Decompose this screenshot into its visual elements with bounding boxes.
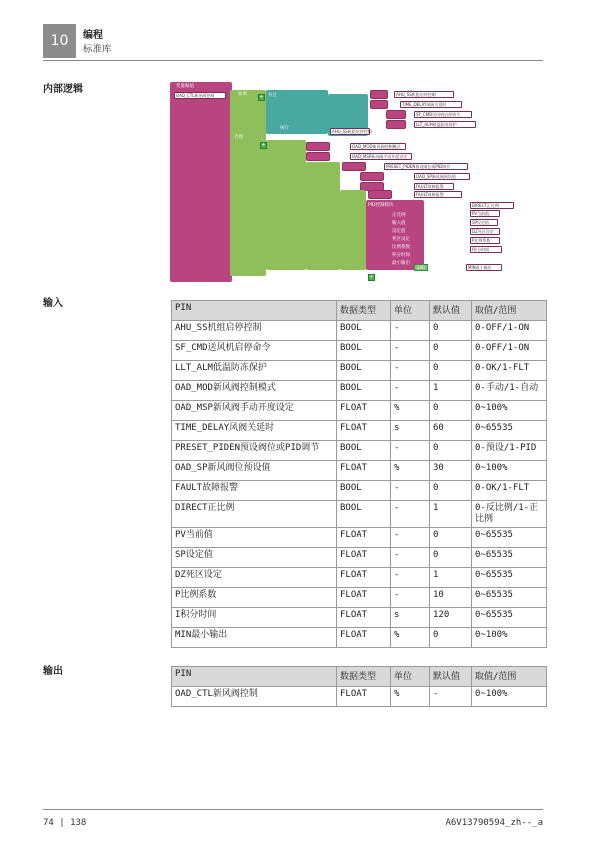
cell-unit: - <box>391 481 430 501</box>
root-label: 变量赋值 <box>176 84 194 89</box>
cell-type: FLOAT <box>337 608 391 628</box>
table-row <box>172 321 547 341</box>
cell-default: 60 <box>430 421 472 441</box>
cell-pin: OAD_MSP新风阀手动开度设定 <box>172 401 337 421</box>
cell-default: 0 <box>430 321 472 341</box>
field-llt: LLT_ALM低温防冻保护 <box>414 121 476 128</box>
cell-unit: - <box>391 341 430 361</box>
hat-2 <box>370 100 388 109</box>
cell-type: FLOAT <box>337 548 391 568</box>
col-unit: 单位 <box>391 667 430 687</box>
cell-range: 0~65535 <box>472 548 547 568</box>
cell-type: FLOAT <box>337 461 391 481</box>
cell-type: BOOL <box>337 501 391 528</box>
cell-type: BOOL <box>337 441 391 461</box>
cell-type: FLOAT <box>337 401 391 421</box>
cell-range: 0~100% <box>472 628 547 648</box>
cell-range: 0-预设/1-PID <box>472 441 547 461</box>
cell-pin: TIME_DELAY风阀关延时 <box>172 421 337 441</box>
table-row <box>172 548 547 568</box>
cell-type: BOOL <box>337 361 391 381</box>
cell-pin: P比例系数 <box>172 588 337 608</box>
table-row <box>172 687 547 707</box>
else-toggle-icon: + <box>261 142 266 148</box>
hat-3 <box>386 110 406 119</box>
chapter-subtitle: 标准库 <box>83 44 112 55</box>
cell-range: 0~100% <box>472 687 547 707</box>
cell-default: 0 <box>430 528 472 548</box>
section-label-logic: 内部逻辑 <box>43 84 83 95</box>
field-msp: OAD_MSP新风阀手动开度设定 <box>350 153 412 160</box>
cell-range: 0-反比例/1-正比例 <box>472 501 547 528</box>
cell-unit: s <box>391 608 430 628</box>
pid-val-5: P比例系数 <box>470 237 500 244</box>
cell-range: 0~100% <box>472 461 547 481</box>
output-table <box>171 666 547 707</box>
input-table <box>171 300 547 648</box>
field-sp: OAD_SP新风阀预设值 <box>414 173 470 180</box>
pid-val-4: DZ死区设定 <box>470 228 500 235</box>
cell-range: 0~100% <box>472 401 547 421</box>
pid-pin-4: 死区设定 <box>392 237 410 242</box>
hat-8 <box>360 172 384 181</box>
hat-10 <box>368 190 392 199</box>
pid-pin-1: 正比例 <box>392 213 406 218</box>
else-label: 否则 <box>234 135 243 140</box>
else-block <box>266 140 306 270</box>
cell-range: 0~65535 <box>472 528 547 548</box>
table-row <box>172 481 547 501</box>
cell-range: 0-OFF/1-ON <box>472 341 547 361</box>
cell-pin: SF_CMD送风机启停命令 <box>172 341 337 361</box>
cell-pin: DZ死区设定 <box>172 568 337 588</box>
footer-divider <box>43 809 543 810</box>
hat-5 <box>306 142 330 151</box>
cell-type: FLOAT <box>337 528 391 548</box>
cell-pin: FAULT故障报警 <box>172 481 337 501</box>
cell-pin: PRESET_PIDEN预设阀位或PID调节 <box>172 441 337 461</box>
col-unit: 单位 <box>391 301 430 321</box>
cell-default: 0 <box>430 361 472 381</box>
root-block <box>170 82 232 282</box>
col-range: 取值/范围 <box>472 667 547 687</box>
nested-if-block <box>306 162 340 270</box>
pid-pin-3: 设定值 <box>392 229 406 234</box>
cell-default: 0 <box>430 481 472 501</box>
cell-range: 0-OK/1-FLT <box>472 361 547 381</box>
col-type: 数据类型 <box>337 667 391 687</box>
header-divider <box>43 60 543 61</box>
table-row <box>172 441 547 461</box>
cell-range: 0~65535 <box>472 608 547 628</box>
table-row <box>172 608 547 628</box>
cell-pin: PV当前值 <box>172 528 337 548</box>
pid-val-1: DIRECT正比例 <box>470 202 514 209</box>
cell-type: BOOL <box>337 321 391 341</box>
cell-type: FLOAT <box>337 568 391 588</box>
col-default: 默认值 <box>430 667 472 687</box>
field-mod: OAD_MOD新风阀控制模式 <box>350 143 406 150</box>
cell-unit: - <box>391 321 430 341</box>
cell-default: - <box>430 687 472 707</box>
col-pin: PIN <box>172 667 337 687</box>
cell-type: BOOL <box>337 341 391 361</box>
cell-unit: - <box>391 528 430 548</box>
col-range: 取值/范围 <box>472 301 547 321</box>
field-preset: PRESET_PIDEN预设阀位或PID调节 <box>384 163 468 170</box>
field-ahu-2: AHU_SS机组启停控制 <box>332 129 372 134</box>
table-row <box>172 461 547 481</box>
cell-default: 0 <box>430 341 472 361</box>
cell-pin: I积分时间 <box>172 608 337 628</box>
cell-default: 0 <box>430 628 472 648</box>
cell-pin: MIN最小输出 <box>172 628 337 648</box>
cell-type: BOOL <box>337 481 391 501</box>
and-label: 并且 <box>268 93 277 98</box>
pid-val-7: MIN最小输出 <box>466 264 502 271</box>
hat-1 <box>370 90 388 99</box>
hat-7 <box>342 162 366 171</box>
cell-range: 0~65535 <box>472 588 547 608</box>
document-id: A6V13790594_zh--_a <box>445 818 543 828</box>
cell-default: 1 <box>430 381 472 401</box>
table-row <box>172 628 547 648</box>
table-row <box>172 361 547 381</box>
col-type: 数据类型 <box>337 301 391 321</box>
field-fault: FAULT故障报警 <box>414 183 454 190</box>
chapter-number: 10 <box>43 24 76 58</box>
logic-block-diagram <box>170 82 550 292</box>
col-default: 默认值 <box>430 301 472 321</box>
table-row <box>172 568 547 588</box>
pid-val-2: PV当前值 <box>470 210 500 217</box>
table-row <box>172 528 547 548</box>
cell-unit: % <box>391 628 430 648</box>
cell-default: 1 <box>430 501 472 528</box>
cell-unit: - <box>391 548 430 568</box>
chapter-title: 编程 <box>83 30 103 41</box>
cell-unit: % <box>391 687 430 707</box>
cell-pin: OAD_SP新风阀位预设值 <box>172 461 337 481</box>
pid-pin-5: 比例系数 <box>392 245 410 250</box>
pid-pin-7: 最小输出 <box>392 261 410 266</box>
cell-default: 0 <box>430 401 472 421</box>
cell-default: 0 <box>430 441 472 461</box>
pid-val-3: SP设定值 <box>470 219 498 226</box>
cell-pin: OAD_CTL新风阀控制 <box>172 687 337 707</box>
field-ahu: AHU_SS机组启停控制 <box>394 91 454 98</box>
cell-unit: - <box>391 501 430 528</box>
root-field: OAD_CTL新风阀控制 <box>174 92 226 99</box>
pid-val-6: I积分时间 <box>470 246 502 253</box>
cell-unit: % <box>391 461 430 481</box>
cell-range: 0-手动/1-自动 <box>472 381 547 401</box>
pid-num-box: 100 <box>414 264 428 271</box>
cell-default: 120 <box>430 608 472 628</box>
page-number: 74 | 138 <box>43 818 87 828</box>
table-row <box>172 588 547 608</box>
cell-pin: AHU_SS机组启停控制 <box>172 321 337 341</box>
pid-label: PID控制模块 <box>368 203 394 208</box>
cell-type: FLOAT <box>337 588 391 608</box>
table-row <box>172 421 547 441</box>
nested-if-block-2 <box>340 190 366 270</box>
table-row <box>172 501 547 528</box>
cell-pin: LLT_ALM低温防冻保护 <box>172 361 337 381</box>
input-table-header <box>172 301 547 321</box>
cell-unit: - <box>391 568 430 588</box>
cell-unit: - <box>391 381 430 401</box>
cell-type: FLOAT <box>337 421 391 441</box>
cell-range: 0-OK/1-FLT <box>472 481 547 501</box>
section-label-inputs: 输入 <box>43 298 63 309</box>
end-toggle-icon: + <box>369 274 374 280</box>
cell-range: 0~65535 <box>472 421 547 441</box>
cell-unit: % <box>391 401 430 421</box>
cell-type: BOOL <box>337 381 391 401</box>
cell-pin: OAD_MOD新风阀控制模式 <box>172 381 337 401</box>
cell-unit: - <box>391 441 430 461</box>
section-label-outputs: 输出 <box>43 666 63 677</box>
pid-pin-6: 积分时间 <box>392 253 410 258</box>
field-sf: SF_CMD送风机启停命令 <box>414 111 472 118</box>
cell-range: 0~65535 <box>472 568 547 588</box>
output-table-header <box>172 667 547 687</box>
field-fault-2: FAULT故障报警 <box>414 191 462 198</box>
cell-pin: DIRECT正比例 <box>172 501 337 528</box>
field-time-delay: TIME_DELAY风阀关延时 <box>400 101 462 108</box>
cell-unit: - <box>391 588 430 608</box>
cell-pin: SP设定值 <box>172 548 337 568</box>
hat-4 <box>386 120 406 129</box>
pid-pin-2: 输入值 <box>392 221 406 226</box>
table-row <box>172 381 547 401</box>
then-label: 执行 <box>280 126 289 131</box>
if-toggle-icon: + <box>259 94 264 100</box>
cell-range: 0-OFF/1-ON <box>472 321 547 341</box>
table-row <box>172 401 547 421</box>
if-block <box>230 90 266 276</box>
cell-type: FLOAT <box>337 687 391 707</box>
if-label: 如果 <box>238 92 247 97</box>
cell-default: 10 <box>430 588 472 608</box>
cell-unit: - <box>391 361 430 381</box>
cell-default: 0 <box>430 548 472 568</box>
hat-6 <box>306 152 330 161</box>
cell-default: 1 <box>430 568 472 588</box>
table-row <box>172 341 547 361</box>
cell-type: FLOAT <box>337 628 391 648</box>
cell-unit: s <box>391 421 430 441</box>
col-pin: PIN <box>172 301 337 321</box>
cell-default: 30 <box>430 461 472 481</box>
